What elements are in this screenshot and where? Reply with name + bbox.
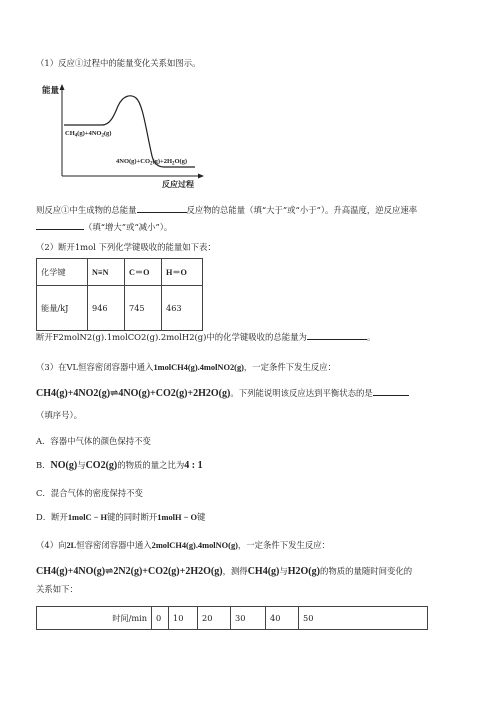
- table-cell: 化学键: [37, 259, 88, 286]
- energy-diagram: [40, 80, 220, 190]
- bond-energy-table: [36, 258, 203, 331]
- option-b: B．NO(g)与CO2(g)的物质的量之比为4 : 1: [36, 460, 203, 471]
- table-cell: 50: [299, 607, 428, 630]
- table-cell: 463: [162, 286, 203, 331]
- products-label: $4NO(g)+CO_2(g)+2H_2O(g)$: [116, 158, 188, 167]
- q4-line2: 关系如下：: [36, 584, 78, 594]
- table-cell: 20: [198, 607, 231, 630]
- reactants-label: $CH_4(g)+4NO_2(g)$: [65, 130, 112, 139]
- q4-equation: CH4(g)+4NO(g)⇌2N2(g)+CO2(g)+2H2O(g): [36, 566, 223, 577]
- q3-equation: CH4(g)+4NO2(g)⇌4NO(g)+CO2(g)+2H2O(g): [36, 388, 231, 399]
- option-a: A．容器中气体的颜色保持不变: [36, 436, 151, 446]
- q1-line2: （填“增大”或“减小”）。: [36, 222, 172, 233]
- option-c: C．混合气体的密度保持不变: [36, 488, 143, 498]
- x-axis-label: 反应过程: [162, 180, 194, 189]
- table-row: [37, 607, 428, 630]
- y-axis-arrow: [60, 84, 65, 90]
- table-cell: 0: [152, 607, 169, 630]
- time-table: [36, 606, 428, 630]
- blank-3[interactable]: [307, 339, 367, 340]
- table-cell: N≡N: [88, 259, 125, 286]
- q3-intro: （3）在VL恒容密闭容器中通入1molCH4(g).4molNO2(g)，一定条件下发生反应：: [36, 362, 337, 372]
- table-row: [37, 259, 203, 286]
- y-axis-label: 能量: [42, 85, 60, 95]
- table-cell: 10: [169, 607, 198, 630]
- table-cell: 745: [125, 286, 162, 331]
- table-cell: C＝O: [125, 259, 162, 286]
- blank-1[interactable]: [137, 212, 187, 213]
- q3-equation-line: CH4(g)+4NO2(g)⇌4NO(g)+CO2(g)+2H2O(g)。下列能说明该反应达到平衡状态的是: [36, 388, 409, 399]
- time-header: 时间/min: [37, 607, 152, 630]
- table-cell: 30: [231, 607, 266, 630]
- q2-question: 断开F2molN2(g).1molCO2(g).2molH2(g)中的化学键吸收的总能量为 。: [36, 332, 376, 342]
- blank-2[interactable]: [36, 229, 84, 230]
- table-cell: H＝O: [162, 259, 203, 286]
- q4-intro: （4）向2L恒容密闭容器中通入2molCH4(g).4molNO(g)，一定条件下发生反应：: [36, 540, 331, 550]
- option-d: D．断开1molC − H键的同时断开1molH − O键: [36, 512, 206, 522]
- blank-4[interactable]: [373, 395, 409, 396]
- table-cell: 946: [88, 286, 125, 331]
- x-axis-arrow: [198, 174, 204, 179]
- q1-intro: （1）反应①过程中的能量变化关系如图示。: [36, 58, 201, 68]
- table-cell: 40: [266, 607, 299, 630]
- q4-equation-line: CH4(g)+4NO(g)⇌2N2(g)+CO2(g)+2H2O(g)，测得CH4(g)与H2O(g)的物质的量随时间变化的: [36, 566, 413, 577]
- q3-fill-label: （填序号）。: [36, 410, 83, 420]
- table-cell: 能量/kJ: [37, 286, 88, 331]
- table-row: [37, 286, 203, 331]
- q2-intro: （2）断开1mol 下列化学键吸收的能量如下表：: [36, 242, 216, 252]
- q1-line1: 则反应①中生成物的总能量 反应物的总能量（填“大于”或“小于”）。升高温度，逆反应速率: [36, 205, 418, 215]
